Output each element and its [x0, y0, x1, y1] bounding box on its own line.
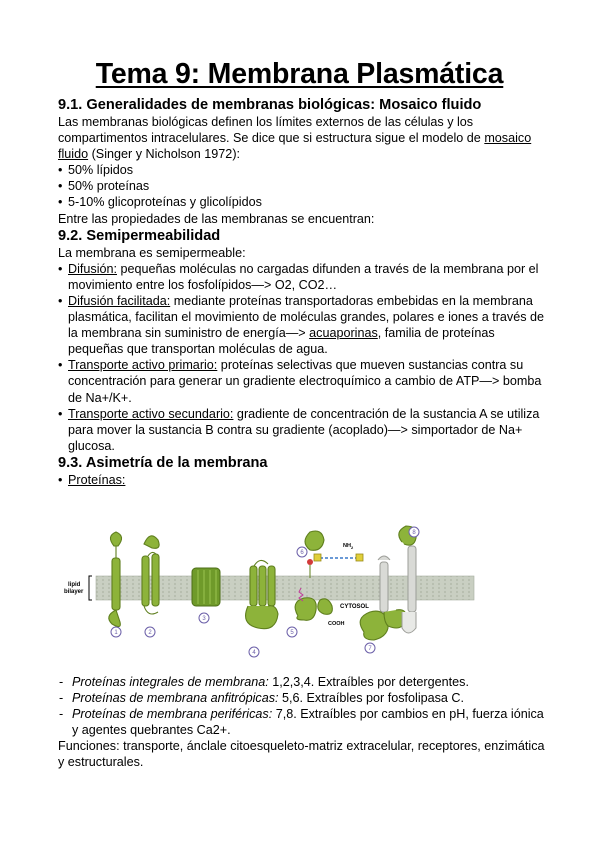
list-item [58, 406, 548, 454]
list-item [58, 674, 548, 690]
marker-1: 1 [114, 630, 118, 636]
term: Transporte activo secundario: [68, 406, 234, 421]
list-item [58, 357, 548, 405]
marker-4: 4 [252, 650, 256, 656]
intro-tail: (Singer y Nicholson 1972): [88, 147, 241, 162]
section-heading-9-2: 9.2. Semipermeabilidad [58, 227, 221, 244]
term: Difusión facilitada: [68, 293, 171, 308]
paragraph-semipermeable: La membrana es semipermeable: [58, 245, 246, 260]
definition: , familia de proteínas pequeñas que transportan moléculas de agua. [68, 326, 495, 357]
transport-list [58, 261, 548, 454]
composition-list [58, 162, 548, 210]
bilayer-bracket [89, 576, 92, 600]
definition: proteínas selectivas que mueven sustancias contra su concentración para generar un gradiente electroquímico a cambio de ATP—> bomba de Na+/K+. [68, 358, 542, 405]
lipid-label: lipid [68, 582, 81, 588]
marker-2: 2 [148, 630, 152, 636]
protein-type-label: Proteínas integrales de membrana: [72, 675, 269, 689]
list-item [58, 261, 548, 293]
section-heading-9-1: 9.1. Generalidades de membranas biológicas: Mosaico fluido [58, 97, 482, 113]
definition: mediante proteínas transportadoras embebidas en la membrana plasmática, facilitan el movimiento de moléculas grandes, polares e iones a través de la membrana sin suministro de energía—> [68, 293, 545, 341]
nh2-label: $NH_2$ [343, 543, 354, 550]
definition: gradiente de concentración de la sustancia A se utiliza para mover la sustancia B contra su gradiente (acoplado)—> simportador de Na+ glucosa. [68, 406, 540, 453]
protein-5-domain [318, 599, 333, 614]
section-heading-9-3: 9.3. Asimetría de la membrana [58, 454, 268, 471]
list-item: • 50% proteínas [58, 178, 548, 194]
protein-type-label: Proteínas de membrana anfitrópicas: [72, 691, 279, 706]
marker-7: 7 [368, 646, 372, 652]
cooh-label: COOH [328, 621, 345, 627]
paragraph-intro [58, 114, 548, 162]
marker-3: 3 [202, 616, 206, 622]
protein-type-text: 1,2,3,4. Extraíbles por detergentes. [268, 675, 469, 689]
protein-4 [246, 560, 278, 628]
intro-text: Las membranas biológicas definen los límites externos de las células y los compartimentos intracelulares. Se dice que si estructura sigue el modelo de [58, 115, 485, 146]
asymmetry-list [58, 472, 548, 488]
bilayer-label: bilayer [64, 589, 84, 595]
list-item [58, 706, 548, 738]
list-item: • 50% lípidos [58, 162, 548, 178]
protein-type-text: 7,8. Extraíbles por cambios en pH, fuerza iónica y agentes quebrantes Ca2+. [72, 707, 544, 738]
cytosol-label: CYTOSOL [340, 604, 369, 610]
protein-type-label: Proteínas de membrana periféricas: [72, 707, 273, 722]
list-item [58, 293, 548, 357]
protein-type-text: 5,6. Extraíbles por fosfolipasa C. [278, 691, 465, 706]
membrane-proteins-figure [58, 522, 548, 672]
document-body [58, 96, 548, 488]
protein-type-list [58, 674, 548, 738]
paragraph-properties: Entre las propiedades de las membranas se encuentran: [58, 211, 375, 226]
protein-2 [142, 536, 159, 614]
list-item [58, 472, 548, 488]
term: Difusión: [68, 261, 117, 276]
protein-6 [305, 531, 363, 578]
marker-5: 5 [290, 630, 294, 636]
page-title: Tema 9: Membrana Plasmática [95, 58, 504, 90]
protein-3 [192, 568, 220, 606]
term: Proteínas: [68, 472, 126, 487]
marker-6: 6 [300, 550, 304, 556]
marker-8: 8 [412, 530, 416, 536]
protein-classification [58, 674, 548, 771]
term: acuaporinas [309, 326, 378, 341]
term: Transporte activo primario: [68, 358, 218, 373]
list-item: • 5-10% glicoproteínas y glicolípidos [58, 194, 548, 210]
functions-paragraph: Funciones: transporte, ánclale citoesqueleto-matriz extracelular, receptores, enzimática y estructurales. [58, 739, 545, 770]
mosaic-term: mosaico fluido [58, 131, 532, 162]
list-item [58, 690, 548, 706]
definition: pequeñas moléculas no cargadas difunden a través de la membrana por el movimiento entre los fosfolípidos—> O2, CO2… [68, 261, 539, 292]
